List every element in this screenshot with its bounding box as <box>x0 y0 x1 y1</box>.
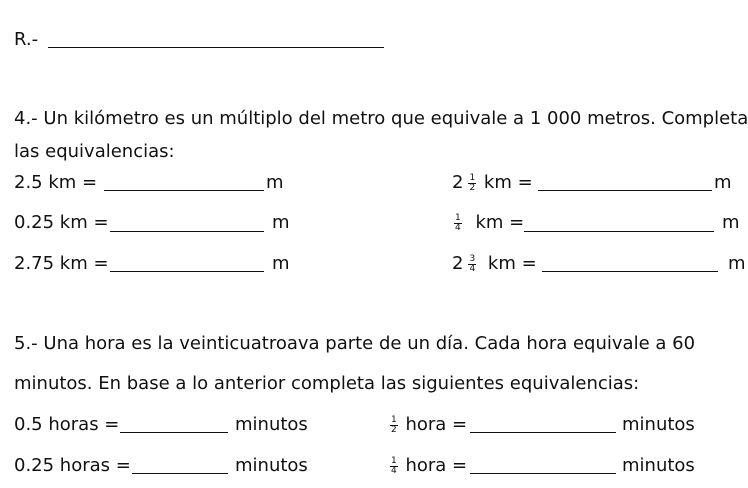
q4-left-expr-1: 2.5 km = <box>14 172 98 193</box>
q4-left-unit-3: m <box>272 253 290 274</box>
q5-statement-line2: minutos. En base a lo anterior completa las siguientes equivalencias: <box>14 373 640 394</box>
q4-right-expr-2 <box>452 212 524 234</box>
q5-left-unit-2: minutos <box>235 455 308 476</box>
q5-right-expr-1 <box>388 414 467 436</box>
q4-left-blank-3[interactable] <box>110 271 264 272</box>
q4-left-expr-2: 0.25 km = <box>14 212 109 233</box>
q4-left-unit-1: m <box>266 172 284 193</box>
q5-left-unit-1: minutos <box>235 414 308 435</box>
q4-right-whole-1: 2 <box>452 172 464 193</box>
fraction-one-quarter-hour: $\frac{1}{4}$ <box>391 455 397 476</box>
q5-right-unit-1: minutos <box>622 414 695 435</box>
q4-right-blank-3[interactable] <box>542 271 718 272</box>
q5-right-rest-1: hora = <box>405 414 468 435</box>
q5-right-expr-2 <box>388 455 467 477</box>
answer-blank[interactable] <box>48 47 384 48</box>
q4-left-blank-1[interactable] <box>104 190 264 191</box>
q4-right-expr-1 <box>452 172 533 194</box>
q4-right-rest-1: km = <box>483 172 533 193</box>
q4-right-rest-3: km = <box>487 253 537 274</box>
fraction-three-quarters: $\frac{3}{4}$ <box>469 253 476 274</box>
fraction-one-half-hour: $\frac{1}{2}$ <box>391 414 397 435</box>
answer-label: R.- <box>14 29 39 50</box>
q5-right-blank-2[interactable] <box>470 473 616 474</box>
q4-left-blank-2[interactable] <box>110 231 264 232</box>
q4-statement-line2: las equivalencias: <box>14 141 175 162</box>
q5-right-rest-2: hora = <box>405 455 468 476</box>
q5-left-expr-2: 0.25 horas = <box>14 455 131 476</box>
q4-right-unit-2: m <box>722 212 740 233</box>
q4-right-blank-1[interactable] <box>538 190 712 191</box>
q5-left-blank-1[interactable] <box>120 432 228 433</box>
q4-right-unit-3: m <box>728 253 746 274</box>
q5-right-blank-1[interactable] <box>470 432 616 433</box>
q4-right-blank-2[interactable] <box>524 231 714 232</box>
q4-right-whole-3: 2 <box>452 253 464 274</box>
q4-left-unit-2: m <box>272 212 290 233</box>
fraction-one-half: $\frac{1}{2}$ <box>469 172 476 193</box>
q4-right-rest-2: km = <box>475 212 525 233</box>
q4-right-unit-1: m <box>714 172 732 193</box>
q4-right-expr-3 <box>452 253 537 275</box>
q5-left-blank-2[interactable] <box>132 473 228 474</box>
q4-statement-line1: 4.- Un kilómetro es un múltiplo del metro que equivale a 1 000 metros. Completa <box>14 108 748 129</box>
q5-statement-line1: 5.- Una hora es la veinticuatroava parte de un día. Cada hora equivale a 60 <box>14 333 696 354</box>
q5-right-unit-2: minutos <box>622 455 695 476</box>
fraction-one-quarter: $\frac{1}{4}$ <box>455 212 461 233</box>
q4-left-expr-3: 2.75 km = <box>14 253 109 274</box>
q5-left-expr-1: 0.5 horas = <box>14 414 120 435</box>
